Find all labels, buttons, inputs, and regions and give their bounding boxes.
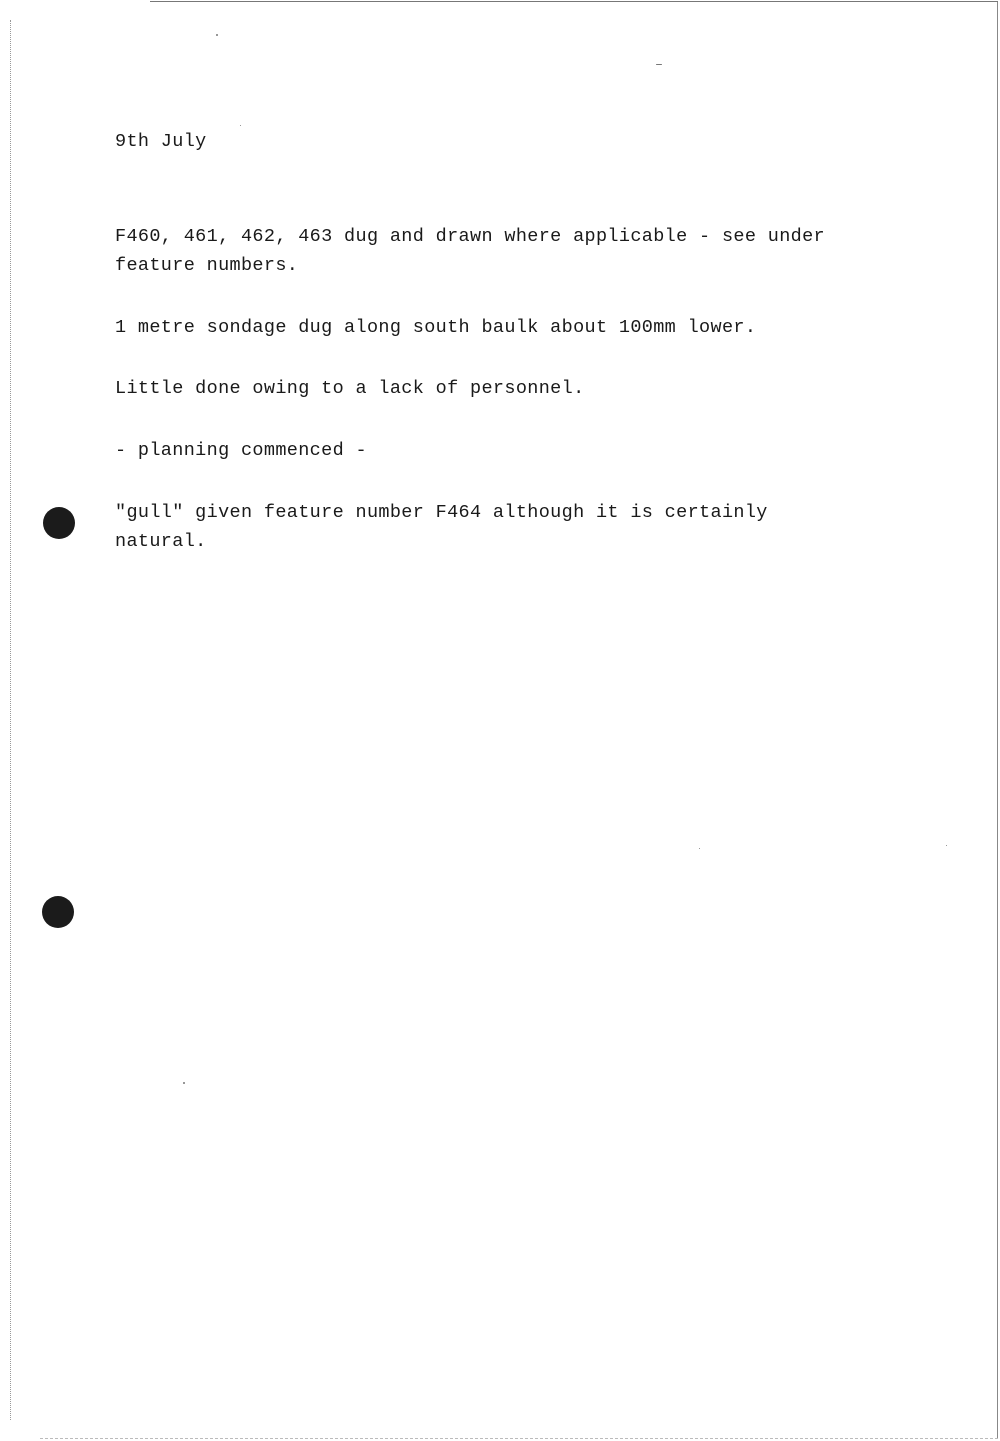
- scan-speck: [183, 1082, 185, 1084]
- entry-paragraph: [115, 498, 768, 556]
- scan-speck: [946, 845, 947, 846]
- entry-paragraph: [115, 222, 825, 280]
- paragraph-line: Little done owing to a lack of personnel.: [115, 378, 585, 399]
- scan-speck: [216, 34, 218, 36]
- scan-speck: [240, 125, 241, 126]
- entry-paragraph: [115, 374, 585, 403]
- scan-speck: [656, 64, 662, 65]
- punch-hole-icon: [42, 896, 74, 928]
- paragraph-line: F460, 461, 462, 463 dug and drawn where applicable - see under: [115, 226, 826, 247]
- scan-speck: [699, 848, 700, 849]
- paragraph-line: - planning commenced -: [115, 440, 367, 461]
- paragraph-line: "gull" given feature number F464 although it is certainly: [115, 502, 768, 523]
- paragraph-line: feature numbers.: [115, 255, 299, 276]
- page-edge-top: [150, 1, 998, 2]
- entry-date: 9th July: [115, 131, 207, 152]
- punch-hole-icon: [43, 507, 75, 539]
- paragraph-line: natural.: [115, 531, 207, 552]
- page-edge-left: [10, 20, 11, 1420]
- page-edge-right: [997, 2, 998, 1439]
- paragraph-line: 1 metre sondage dug along south baulk about 100mm lower.: [115, 317, 757, 338]
- entry-paragraph: [115, 313, 756, 342]
- entry-paragraph: [115, 436, 367, 465]
- page-edge-bottom: [40, 1438, 998, 1439]
